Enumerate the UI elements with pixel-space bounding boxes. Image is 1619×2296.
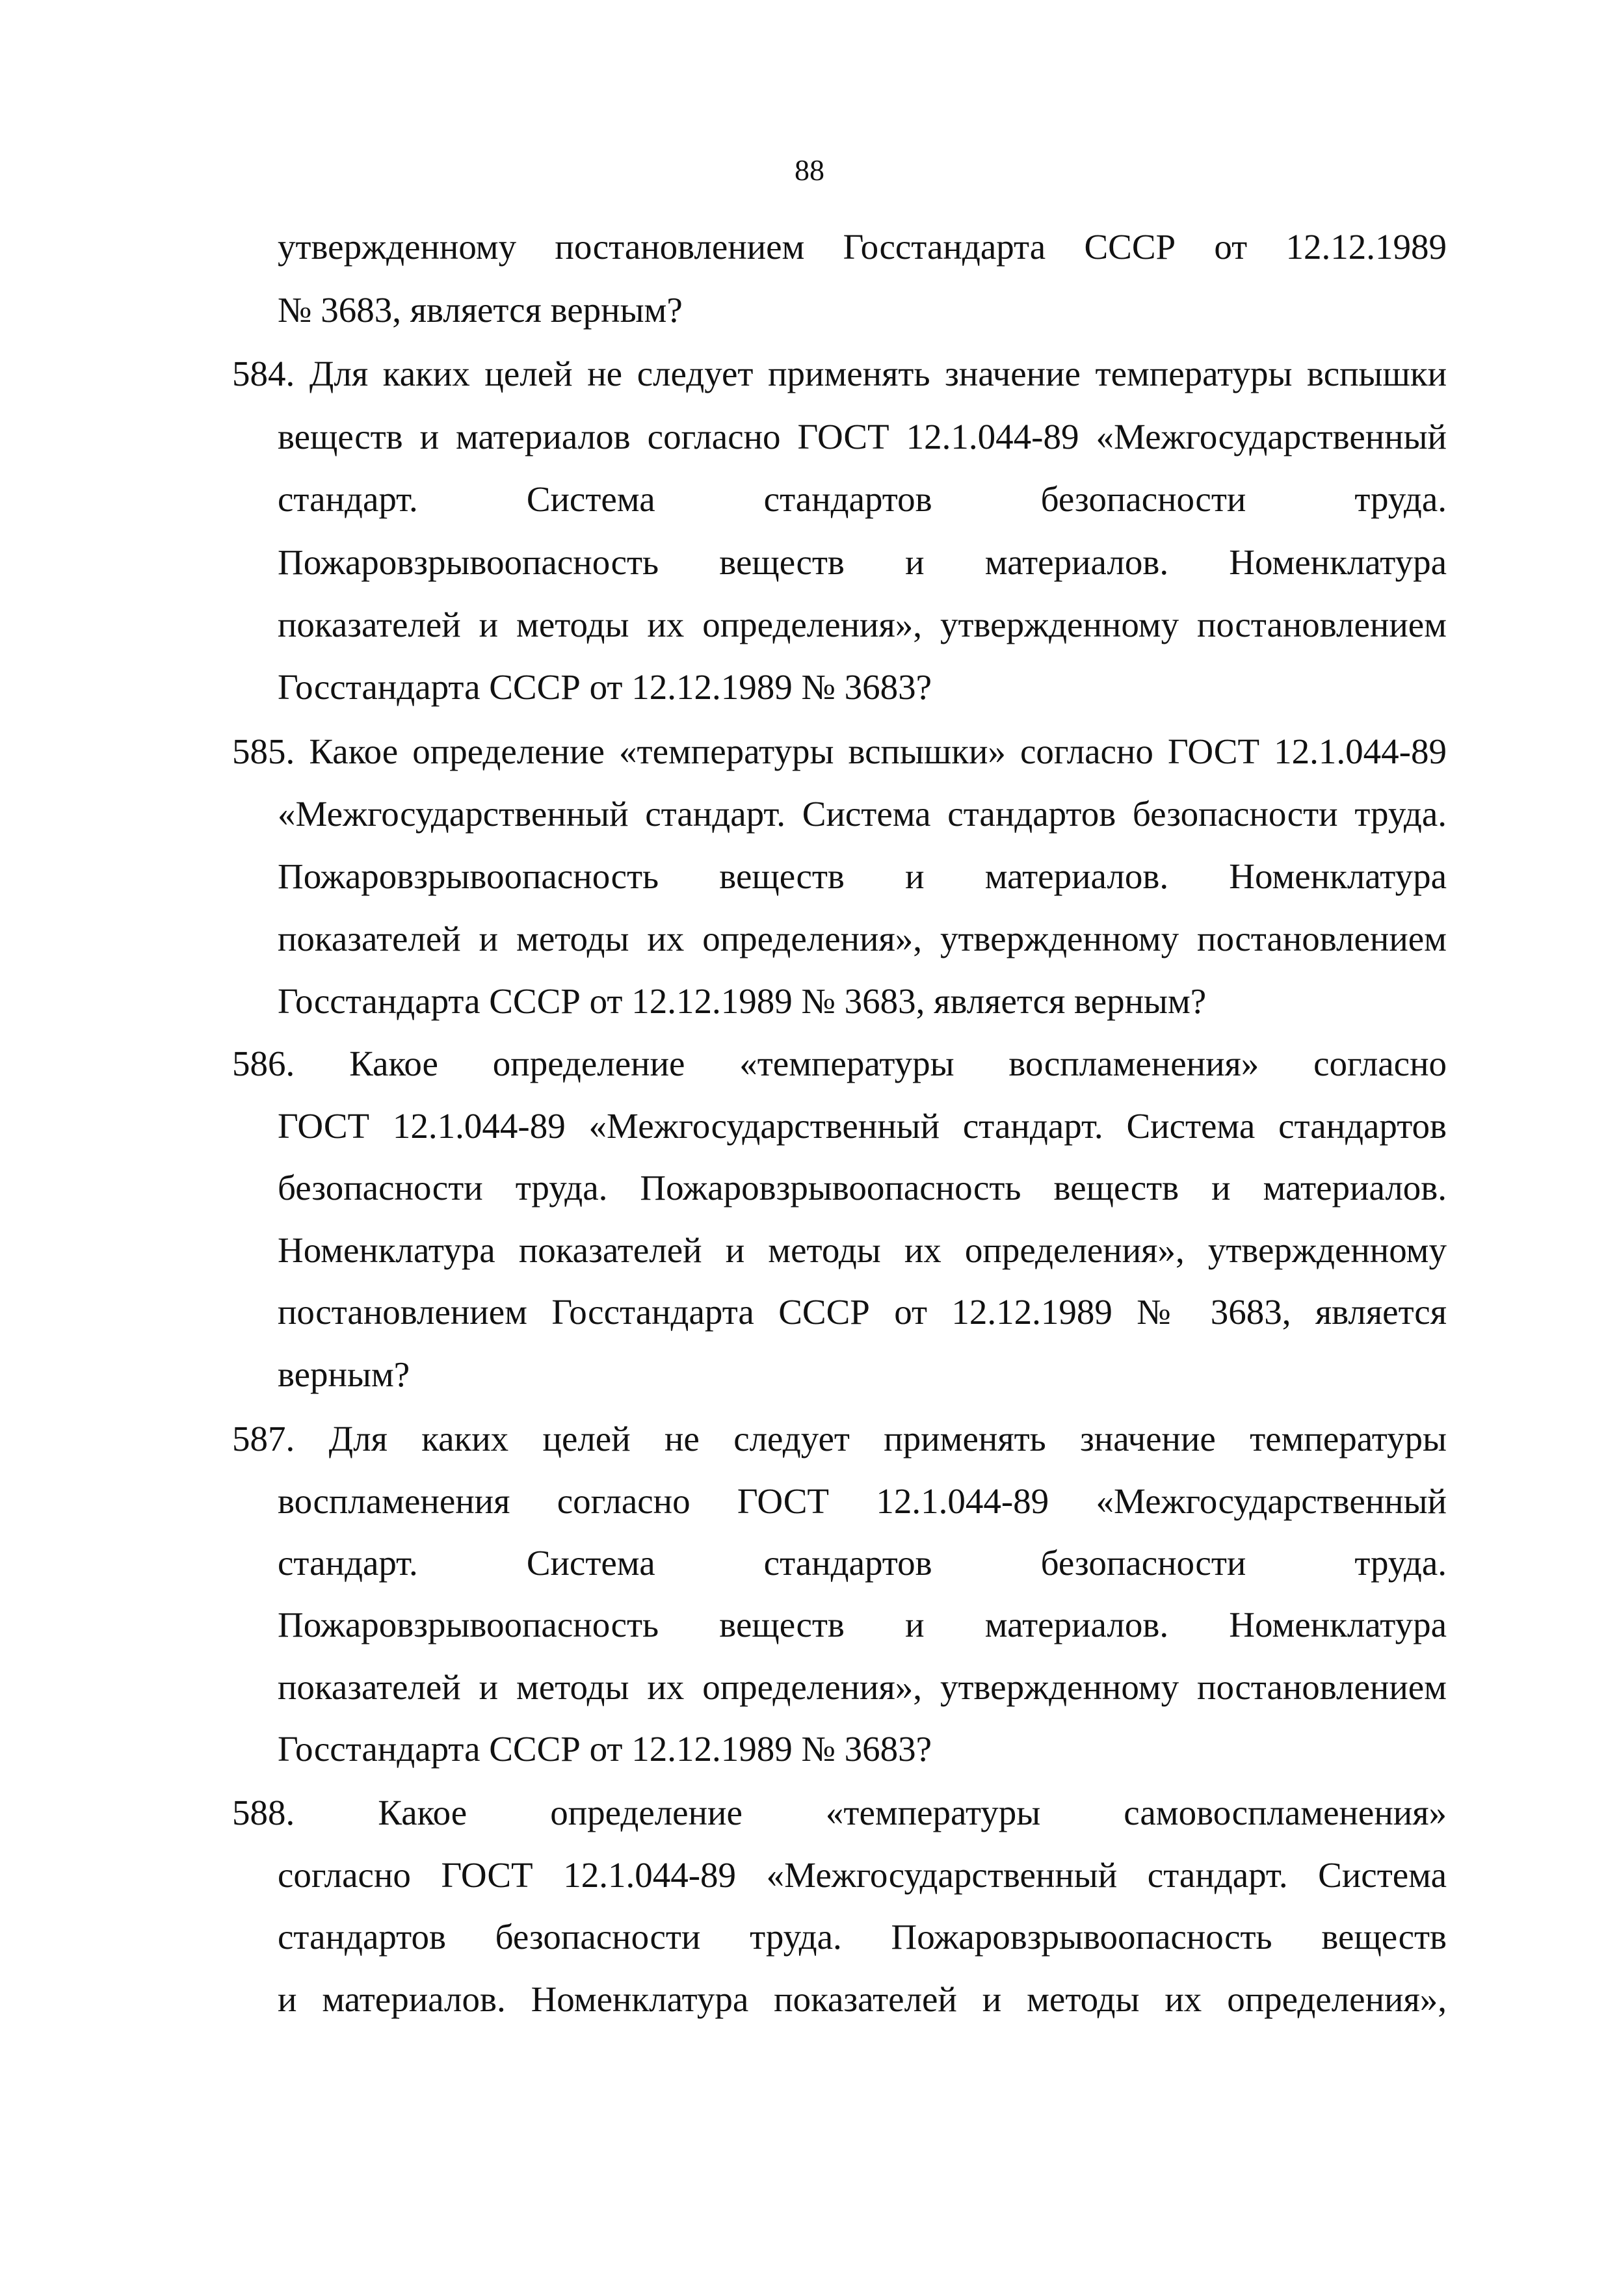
question-587-line-1: 587. Для каких целей не следует применять значение температуры xyxy=(232,1419,1447,1458)
question-586-line-3: безопасности труда. Пожаровзрывоопасность веществ и материалов. xyxy=(278,1168,1447,1207)
question-585-line-3: Пожаровзрывоопасность веществ и материалов. Номенклатура xyxy=(278,856,1447,896)
question-584-line-5: показателей и методы их определения», утвержденному постановлением xyxy=(278,605,1447,644)
question-586-line-2: ГОСТ 12.1.044-89 «Межгосударственный стандарт. Система стандартов xyxy=(278,1106,1447,1146)
question-587-line-3: стандарт. Система стандартов безопасности труда. xyxy=(278,1543,1447,1583)
question-585-line-2: «Межгосударственный стандарт. Система стандартов безопасности труда. xyxy=(278,794,1447,834)
question-584-line-2: веществ и материалов согласно ГОСТ 12.1.044-89 «Межгосударственный xyxy=(278,417,1447,456)
question-585-line-1: 585. Какое определение «температуры вспышки» согласно ГОСТ 12.1.044-89 xyxy=(232,732,1447,771)
question-586-line-6: верным? xyxy=(278,1354,410,1394)
question-587-line-4: Пожаровзрывоопасность веществ и материалов. Номенклатура xyxy=(278,1605,1447,1644)
question-584-line-6: Госстандарта СССР от 12.12.1989 № 3683? xyxy=(278,667,932,707)
question-583-line-1: утвержденному постановлением Госстандарта СССР от 12.12.1989 xyxy=(278,227,1447,267)
question-586-line-5: постановлением Госстандарта СССР от 12.12.1989 № 3683, является xyxy=(278,1292,1447,1332)
question-588-line-4: и материалов. Номенклатура показателей и методы их определения», xyxy=(278,1979,1447,2019)
question-584-line-4: Пожаровзрывоопасность веществ и материалов. Номенклатура xyxy=(278,542,1447,582)
question-588-line-1: 588. Какое определение «температуры самовоспламенения» xyxy=(232,1793,1447,1832)
question-584-line-3: стандарт. Система стандартов безопасности труда. xyxy=(278,479,1447,519)
question-587-line-6: Госстандарта СССР от 12.12.1989 № 3683? xyxy=(278,1729,932,1769)
question-586-line-1: 586. Какое определение «температуры воспламенения» согласно xyxy=(232,1044,1447,1083)
question-587-line-2: воспламенения согласно ГОСТ 12.1.044-89 «Межгосударственный xyxy=(278,1481,1447,1521)
question-588-line-2: согласно ГОСТ 12.1.044-89 «Межгосударственный стандарт. Система xyxy=(278,1855,1447,1895)
question-584-line-1: 584. Для каких целей не следует применять значение температуры вспышки xyxy=(232,354,1447,393)
question-583-line-2: № 3683, является верным? xyxy=(278,290,683,330)
question-588-line-3: стандартов безопасности труда. Пожаровзрывоопасность веществ xyxy=(278,1917,1447,1957)
question-586-line-4: Номенклатура показателей и методы их определения», утвержденному xyxy=(278,1230,1447,1270)
question-585-line-5: Госстандарта СССР от 12.12.1989 № 3683, является верным? xyxy=(278,981,1207,1021)
question-585-line-4: показателей и методы их определения», утвержденному постановлением xyxy=(278,919,1447,958)
page-number: 88 xyxy=(795,153,824,187)
question-587-line-5: показателей и методы их определения», утвержденному постановлением xyxy=(278,1667,1447,1707)
